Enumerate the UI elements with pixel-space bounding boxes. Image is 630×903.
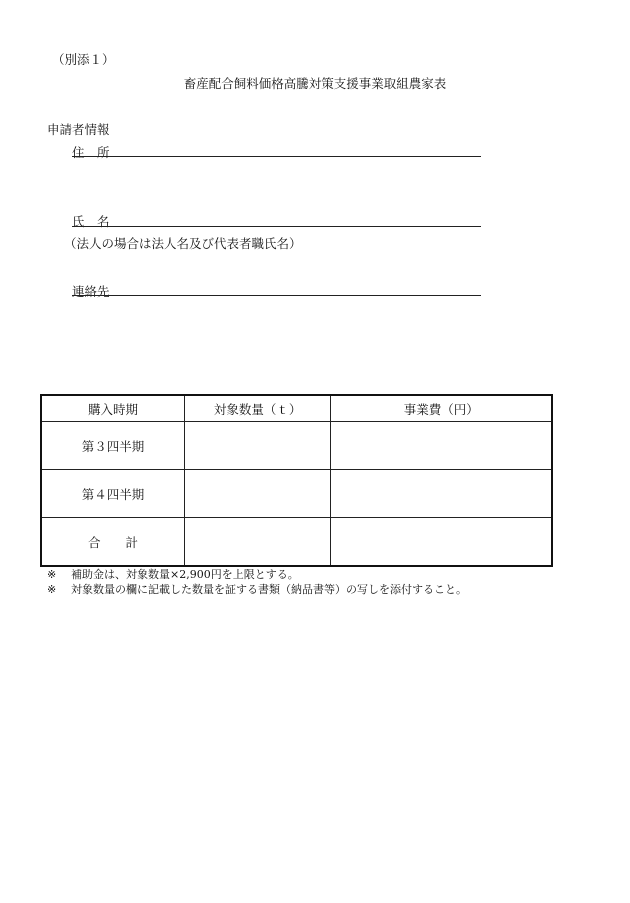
header-purchase-period: 購入時期 bbox=[41, 395, 184, 422]
period-cell: 第４四半期 bbox=[41, 470, 184, 518]
header-quantity: 対象数量（ｔ） bbox=[184, 395, 330, 422]
total-label-cell: 合 計 bbox=[41, 518, 184, 567]
table-header-row bbox=[41, 395, 552, 422]
address-field[interactable] bbox=[72, 156, 481, 157]
applicant-heading: 申請者情報 bbox=[47, 122, 110, 137]
period-cell: 第３四半期 bbox=[41, 422, 184, 470]
attachment-label: （別添１） bbox=[52, 52, 115, 67]
note-mark: ※ bbox=[47, 568, 57, 581]
cost-cell[interactable] bbox=[331, 422, 552, 470]
name-label: 氏 名 bbox=[72, 214, 110, 229]
table-row-total bbox=[41, 518, 552, 567]
purchase-table bbox=[40, 394, 553, 567]
note-text: 補助金は、対象数量×2,900円を上限とする。 bbox=[71, 568, 299, 581]
notes bbox=[47, 567, 467, 597]
note-item bbox=[47, 582, 467, 597]
note-mark: ※ bbox=[47, 583, 57, 596]
address-label: 住 所 bbox=[72, 145, 110, 160]
note-item bbox=[47, 567, 467, 582]
contact-field[interactable] bbox=[72, 295, 481, 296]
total-quantity-cell[interactable] bbox=[184, 518, 330, 567]
name-note: （法人の場合は法人名及び代表者職氏名） bbox=[64, 236, 302, 251]
name-field[interactable] bbox=[72, 226, 481, 227]
table-row bbox=[41, 470, 552, 518]
document-title: 畜産配合飼料価格高騰対策支援事業取組農家表 bbox=[183, 76, 447, 91]
contact-label: 連絡先 bbox=[72, 284, 110, 299]
table-row bbox=[41, 422, 552, 470]
note-text: 対象数量の欄に記載した数量を証する書類（納品書等）の写しを添付すること。 bbox=[71, 583, 467, 596]
quantity-cell[interactable] bbox=[184, 470, 330, 518]
header-cost: 事業費（円） bbox=[331, 395, 552, 422]
quantity-cell[interactable] bbox=[184, 422, 330, 470]
cost-cell[interactable] bbox=[331, 470, 552, 518]
total-cost-cell[interactable] bbox=[331, 518, 552, 567]
